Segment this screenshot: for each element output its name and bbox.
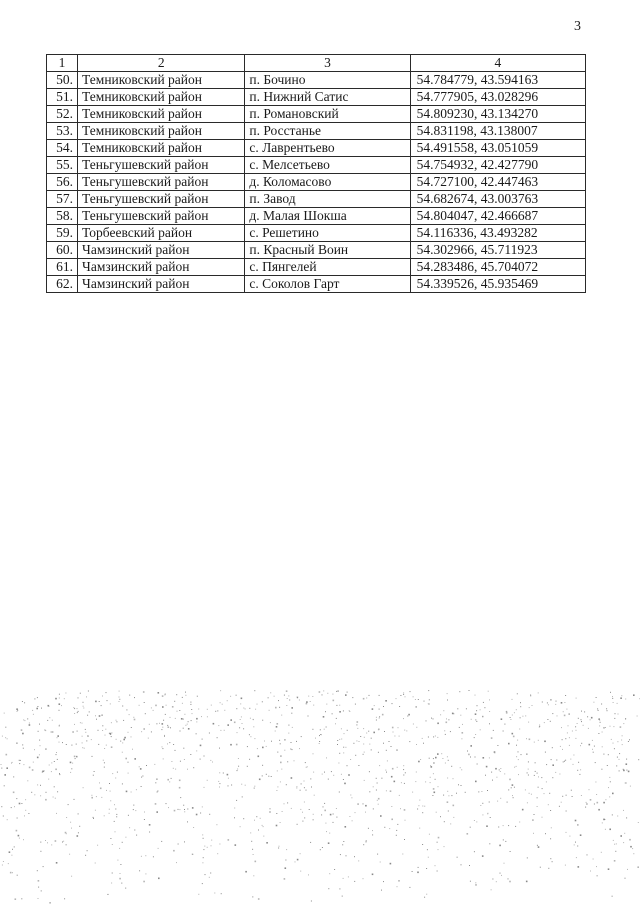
coordinates-cell: 54.283486, 45.704072	[410, 259, 585, 276]
table-row	[47, 174, 586, 191]
coordinates-cell: 54.804047, 42.466687	[410, 208, 585, 225]
district-cell: Теньгушевский район	[78, 208, 245, 225]
district-cell: Темниковский район	[78, 89, 245, 106]
table-row	[47, 276, 586, 293]
settlement-cell: с. Пянгелей	[245, 259, 410, 276]
settlement-cell: п. Бочино	[245, 72, 410, 89]
district-cell: Темниковский район	[78, 140, 245, 157]
table-row	[47, 208, 586, 225]
settlement-cell: п. Красный Воин	[245, 242, 410, 259]
row-number-cell: 61.	[47, 259, 78, 276]
table-row	[47, 123, 586, 140]
header-cell-1: 1	[47, 55, 78, 72]
coordinates-cell: 54.777905, 43.028296	[410, 89, 585, 106]
row-number-cell: 55.	[47, 157, 78, 174]
settlement-cell: д. Коломасово	[245, 174, 410, 191]
district-cell: Теньгушевский район	[78, 157, 245, 174]
district-cell: Темниковский район	[78, 123, 245, 140]
table-row	[47, 191, 586, 208]
district-cell: Теньгушевский район	[78, 174, 245, 191]
row-number-cell: 62.	[47, 276, 78, 293]
row-number-cell: 52.	[47, 106, 78, 123]
settlement-cell: д. Малая Шокша	[245, 208, 410, 225]
district-cell: Чамзинский район	[78, 242, 245, 259]
row-number-cell: 53.	[47, 123, 78, 140]
settlement-cell: с. Соколов Гарт	[245, 276, 410, 293]
header-cell-4: 4	[410, 55, 585, 72]
row-number-cell: 57.	[47, 191, 78, 208]
district-cell: Чамзинский район	[78, 276, 245, 293]
header-cell-2: 2	[78, 55, 245, 72]
district-cell: Темниковский район	[78, 106, 245, 123]
coordinates-cell: 54.491558, 43.051059	[410, 140, 585, 157]
header-cell-3: 3	[245, 55, 410, 72]
table-row	[47, 225, 586, 242]
row-number-cell: 58.	[47, 208, 78, 225]
settlement-cell: п. Романовский	[245, 106, 410, 123]
coordinates-cell: 54.302966, 45.711923	[410, 242, 585, 259]
page-number: 3	[574, 19, 581, 34]
table-row	[47, 140, 586, 157]
row-number-cell: 50.	[47, 72, 78, 89]
settlement-cell: с. Решетино	[245, 225, 410, 242]
settlement-cell: п. Нижний Сатис	[245, 89, 410, 106]
row-number-cell: 54.	[47, 140, 78, 157]
settlements-table	[46, 54, 586, 293]
settlement-cell: п. Росстанье	[245, 123, 410, 140]
row-number-cell: 56.	[47, 174, 78, 191]
coordinates-cell: 54.831198, 43.138007	[410, 123, 585, 140]
coordinates-cell: 54.727100, 42.447463	[410, 174, 585, 191]
district-cell: Торбеевский район	[78, 225, 245, 242]
table-body	[47, 55, 586, 293]
coordinates-cell: 54.754932, 42.427790	[410, 157, 585, 174]
row-number-cell: 60.	[47, 242, 78, 259]
settlement-cell: с. Мелсетьево	[245, 157, 410, 174]
district-cell: Темниковский район	[78, 72, 245, 89]
table-row	[47, 72, 586, 89]
row-number-cell: 59.	[47, 225, 78, 242]
table-row	[47, 242, 586, 259]
coordinates-cell: 54.339526, 45.935469	[410, 276, 585, 293]
table-row	[47, 157, 586, 174]
coordinates-cell: 54.682674, 43.003763	[410, 191, 585, 208]
scan-speckle-noise	[0, 690, 640, 905]
table-row	[47, 89, 586, 106]
settlement-cell: с. Лаврентьево	[245, 140, 410, 157]
district-cell: Чамзинский район	[78, 259, 245, 276]
table-row	[47, 106, 586, 123]
table-row	[47, 259, 586, 276]
settlement-cell: п. Завод	[245, 191, 410, 208]
coordinates-cell: 54.809230, 43.134270	[410, 106, 585, 123]
coordinates-cell: 54.116336, 43.493282	[410, 225, 585, 242]
district-cell: Теньгушевский район	[78, 191, 245, 208]
table-header-row	[47, 55, 586, 72]
row-number-cell: 51.	[47, 89, 78, 106]
coordinates-cell: 54.784779, 43.594163	[410, 72, 585, 89]
